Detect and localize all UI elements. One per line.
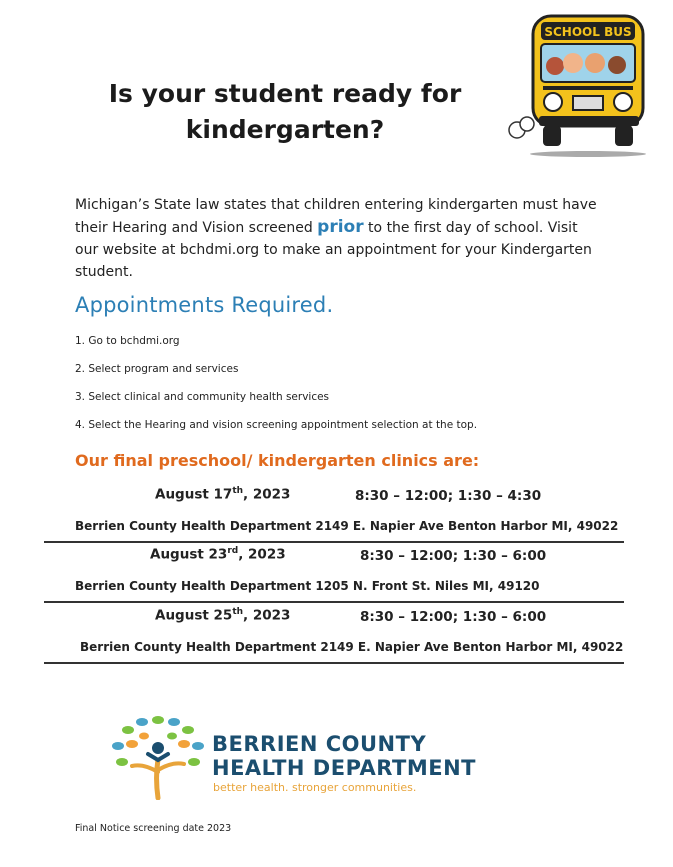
steps-list	[75, 333, 635, 445]
page-title: Is your student ready for kindergarten?	[108, 79, 462, 144]
clinic-address: Berrien County Health Department 2149 E. Napier Ave Benton Harbor MI, 49022	[80, 640, 624, 654]
clinic-hours: 8:30 – 12:00; 1:30 – 6:00	[360, 548, 547, 564]
step-item: 1. Go to bchdmi.org	[75, 335, 180, 347]
divider	[44, 601, 624, 603]
clinic-date: August 23rd, 2023	[150, 546, 286, 563]
step-item: 4. Select the Hearing and vision screening appointment selection at the top.	[75, 419, 478, 431]
clinic-hours: 8:30 – 12:00; 1:30 – 4:30	[355, 488, 542, 504]
intro-emphasis: prior	[317, 217, 364, 237]
footer-note: Final Notice screening date 2023	[75, 823, 232, 834]
step-item: 2. Select program and services	[75, 363, 239, 375]
clinic-address: Berrien County Health Department 1205 N. Front St. Niles MI, 49120	[75, 579, 540, 593]
school-bus-illustration	[503, 8, 653, 158]
org-name-line2: HEALTH DEPARTMENT	[212, 756, 476, 780]
clinic-date: August 17th, 2023	[155, 486, 291, 503]
org-tagline: better health. stronger communities.	[213, 781, 417, 794]
tree-logo-icon	[108, 714, 208, 800]
clinic-date: August 25th, 2023	[155, 607, 291, 624]
bus-sign-text: SCHOOL BUS	[544, 25, 632, 39]
org-name-line1: BERRIEN COUNTY	[212, 732, 427, 756]
clinic-address: Berrien County Health Department 2149 E. Napier Ave Benton Harbor MI, 49022	[75, 519, 619, 533]
clinic-hours: 8:30 – 12:00; 1:30 – 6:00	[360, 609, 547, 625]
intro-paragraph	[75, 194, 605, 283]
appointments-heading: Appointments Required.	[75, 293, 334, 317]
divider	[44, 541, 624, 543]
step-item: 3. Select clinical and community health services	[75, 391, 330, 403]
intro-text-2: to the first day of school. Visit our website at bchdmi.org to make an appointment for your Kindergarten student.	[75, 220, 592, 280]
clinics-heading: Our final preschool/ kindergarten clinics are:	[75, 451, 480, 470]
divider	[44, 662, 624, 664]
intro-text-1: Michigan’s State law states that children entering kindergarten must have their Hearing and Vision screened	[75, 197, 597, 236]
